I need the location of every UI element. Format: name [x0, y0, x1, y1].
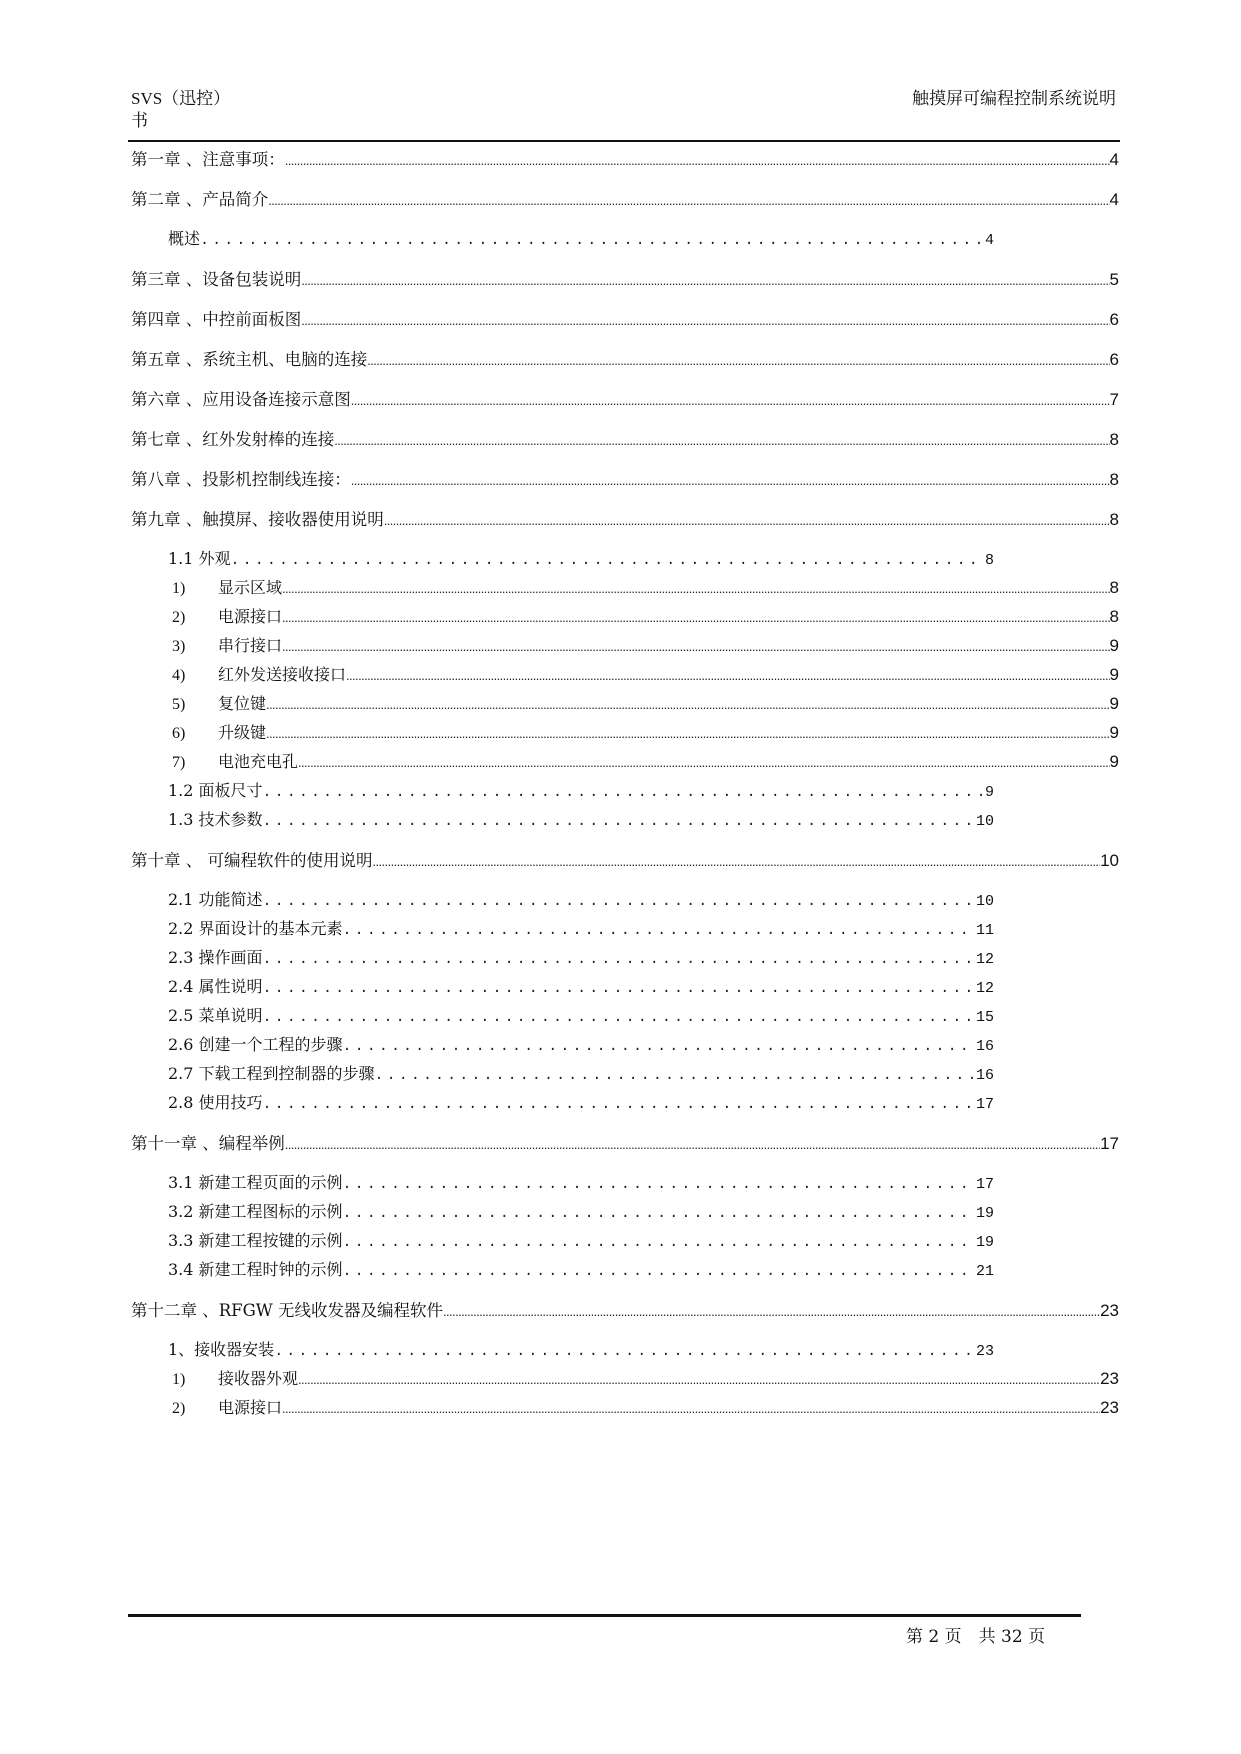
toc-entry-label: 3.1 新建工程页面的示例: [168, 1173, 343, 1192]
toc-entry[interactable]: [131, 346, 1119, 370]
toc-entry-page: 9: [1109, 694, 1119, 713]
toc-entry-page: 19: [975, 1234, 994, 1251]
toc-entry-label: 接收器外观: [218, 1369, 299, 1388]
toc-entry[interactable]: [131, 186, 1119, 210]
toc-entry-page: 8: [984, 552, 994, 569]
toc-entry-page: 23: [1100, 1369, 1119, 1388]
toc-entry[interactable]: [172, 1366, 1119, 1389]
toc-entry[interactable]: [131, 146, 1119, 170]
toc-entry[interactable]: [168, 1228, 994, 1251]
toc-dot-leader: [443, 1304, 1100, 1319]
toc-entry-page: 6: [1109, 310, 1119, 329]
toc-entry-number: 6): [172, 725, 186, 742]
toc-entry[interactable]: [168, 1199, 994, 1222]
toc-entry[interactable]: [168, 1003, 994, 1026]
toc-entry[interactable]: [168, 1090, 994, 1113]
toc-entry-number: 2): [172, 609, 186, 626]
toc-entry-label: 第五章 、系统主机、电脑的连接: [131, 350, 368, 369]
toc-entry-page: 8: [1109, 470, 1119, 489]
toc-dot-leader: [268, 193, 1109, 208]
toc-entry[interactable]: [172, 575, 1119, 598]
toc-entry-label: 红外发送接收接口: [218, 665, 347, 684]
toc-dot-leader: [384, 513, 1110, 528]
toc-entry-label: 第十章 、 可编程软件的使用说明: [131, 851, 373, 870]
toc-entry[interactable]: [168, 1170, 994, 1193]
header-left: [131, 88, 230, 132]
toc-entry-page: 6: [1109, 350, 1119, 369]
toc-entry-page: 17: [1100, 1134, 1119, 1153]
toc-entry-number: 5): [172, 696, 186, 713]
toc-entry-page: 10: [1100, 851, 1119, 870]
toc-entry-label: 2.6 创建一个工程的步骤: [168, 1035, 343, 1054]
toc-dot-leader: [343, 1176, 974, 1193]
toc-entry-label: 3.4 新建工程时钟的示例: [168, 1260, 343, 1279]
toc-dot-leader: [266, 726, 1110, 741]
toc-dot-leader: [367, 353, 1109, 368]
toc-dot-leader: [263, 813, 974, 830]
toc-entry-label: 2.3 操作画面: [168, 948, 263, 967]
toc-entry[interactable]: [131, 506, 1119, 530]
toc-entry-page: 23: [975, 1343, 994, 1360]
toc-entry[interactable]: [131, 1130, 1119, 1154]
toc-entry-label: 第九章 、触摸屏、接收器使用说明: [131, 510, 384, 529]
toc-entry-number: 7): [172, 754, 186, 771]
toc-entry-label: 第一章 、注意事项：: [131, 150, 285, 169]
toc-dot-leader: [263, 784, 983, 801]
toc-dot-leader: [375, 1067, 974, 1084]
toc-entry-label: 复位键: [218, 694, 267, 713]
toc-entry-page: 21: [975, 1263, 994, 1280]
toc-entry-label: 第六章 、应用设备连接示意图: [131, 390, 351, 409]
toc-entry[interactable]: [168, 974, 994, 997]
toc-entry-page: 4: [1109, 190, 1119, 209]
toc-dot-leader: [282, 639, 1110, 654]
toc-entry-label: 1、接收器安装: [168, 1340, 275, 1359]
header-title: 触摸屏可编程控制系统说明: [912, 89, 1116, 109]
toc-entry-label: 1.1 外观: [168, 549, 231, 568]
toc-entry-number: 1): [172, 1371, 186, 1388]
toc-entry-page: 9: [1109, 723, 1119, 742]
toc-entry-label: 2.5 菜单说明: [168, 1006, 263, 1025]
toc-entry-label: 电源接口: [218, 1398, 283, 1417]
toc-entry-page: 19: [975, 1205, 994, 1222]
toc-entry-number: 4): [172, 667, 186, 684]
toc-dot-leader: [266, 697, 1110, 712]
toc-entry-page: 10: [975, 813, 994, 830]
toc-entry-label: 1.3 技术参数: [168, 810, 263, 829]
toc-entry-page: 5: [1109, 270, 1119, 289]
toc-entry-label: 2.8 使用技巧: [168, 1093, 263, 1112]
toc-entry-label: 第二章 、产品简介: [131, 190, 269, 209]
toc-entry-page: 23: [1100, 1398, 1119, 1417]
header-divider: [128, 140, 1120, 142]
toc-entry[interactable]: [131, 1297, 1119, 1321]
toc-entry-number: 3): [172, 638, 186, 655]
toc-entry[interactable]: [131, 466, 1119, 490]
toc-entry-page: 7: [1109, 390, 1119, 409]
toc-entry-page: 17: [975, 1176, 994, 1193]
toc-entry-page: 16: [975, 1038, 994, 1055]
toc-entry-label: 2.4 属性说明: [168, 977, 263, 996]
toc-entry-label: 第七章 、红外发射棒的连接: [131, 430, 335, 449]
toc-entry-page: 17: [975, 1096, 994, 1113]
footer-divider: [128, 1614, 1081, 1617]
toc-dot-leader: [298, 755, 1110, 770]
toc-entry[interactable]: [172, 720, 1119, 743]
toc-entry[interactable]: [131, 386, 1119, 410]
toc-entry-label: 第四章 、中控前面板图: [131, 310, 302, 329]
toc-dot-leader: [334, 433, 1109, 448]
toc-entry-label: 显示区域: [218, 578, 283, 597]
toc-entry[interactable]: [168, 1257, 994, 1280]
toc-entry-page: 10: [975, 893, 994, 910]
toc-entry[interactable]: [168, 807, 994, 830]
toc-entry-page: 8: [1109, 430, 1119, 449]
toc-entry-label: 第八章 、投影机控制线连接：: [131, 470, 351, 489]
toc-dot-leader: [263, 980, 974, 997]
toc-entry-label: 2.7 下载工程到控制器的步骤: [168, 1064, 375, 1083]
toc-entry-page: 12: [975, 951, 994, 968]
toc-entry-label: 1.2 面板尺寸: [168, 781, 263, 800]
toc-entry-page: 12: [975, 980, 994, 997]
toc-dot-leader: [282, 581, 1110, 596]
toc-entry[interactable]: [131, 847, 1119, 871]
toc-dot-leader: [285, 153, 1110, 168]
toc-entry[interactable]: [172, 691, 1119, 714]
toc-dot-leader: [263, 951, 974, 968]
toc-entry-page: 11: [975, 922, 994, 939]
toc-entry[interactable]: [172, 604, 1119, 627]
toc-dot-leader: [263, 1096, 974, 1113]
toc-entry-label: 3.2 新建工程图标的示例: [168, 1202, 343, 1221]
toc-entry-label: 概述: [168, 229, 201, 248]
toc-entry-number: 1): [172, 580, 186, 597]
toc-entry-label: 串行接口: [218, 636, 283, 655]
toc-entry-label: 2.1 功能简述: [168, 890, 263, 909]
toc-dot-leader: [301, 273, 1109, 288]
toc-entry-label: 第十二章 、RFGW 无线收发器及编程软件: [131, 1301, 444, 1320]
page-number: 第 2 页 共 32 页: [906, 1627, 1046, 1647]
toc-entry-page: 15: [975, 1009, 994, 1026]
toc-entry-page: 4: [984, 232, 994, 249]
toc-dot-leader: [346, 668, 1110, 683]
toc-entry[interactable]: [172, 662, 1119, 685]
toc-entry[interactable]: [168, 887, 994, 910]
toc-entry-page: 9: [1109, 665, 1119, 684]
toc-dot-leader: [285, 1137, 1100, 1152]
header-left-line1: SVS（迅控）: [131, 89, 231, 108]
toc-dot-leader: [343, 1263, 974, 1280]
toc-entry-label: 第三章 、设备包装说明: [131, 270, 302, 289]
toc-dot-leader: [263, 1009, 974, 1026]
toc-entry[interactable]: [168, 945, 994, 968]
toc-entry[interactable]: [131, 306, 1119, 330]
toc-entry[interactable]: [172, 1395, 1119, 1418]
toc-entry-label: 第十一章 、编程举例: [131, 1134, 285, 1153]
toc-entry[interactable]: [168, 1032, 994, 1055]
toc-entry[interactable]: [168, 916, 994, 939]
toc-dot-leader: [351, 393, 1110, 408]
toc-dot-leader: [282, 610, 1110, 625]
toc-entry-label: 电池充电孔: [218, 752, 299, 771]
toc-dot-leader: [298, 1372, 1100, 1387]
toc-entry-page: 4: [1109, 150, 1119, 169]
toc-dot-leader: [343, 1234, 974, 1251]
toc-entry-page: 8: [1109, 578, 1119, 597]
toc-entry[interactable]: [172, 749, 1119, 772]
toc-entry-page: 9: [1109, 636, 1119, 655]
toc-dot-leader: [351, 473, 1110, 488]
toc-entry-label: 3.3 新建工程按键的示例: [168, 1231, 343, 1250]
toc-dot-leader: [200, 232, 983, 249]
toc-dot-leader: [274, 1343, 974, 1360]
toc-entry[interactable]: [168, 778, 994, 801]
toc-entry-label: 升级键: [218, 723, 267, 742]
toc-dot-leader: [343, 922, 974, 939]
toc-dot-leader: [343, 1205, 974, 1222]
toc-entry[interactable]: [131, 266, 1119, 290]
toc-entry[interactable]: [168, 546, 994, 569]
toc-entry-page: 9: [984, 784, 994, 801]
toc-dot-leader: [373, 854, 1101, 869]
toc-dot-leader: [301, 313, 1109, 328]
toc-entry-page: 16: [975, 1067, 994, 1084]
toc-entry-page: 8: [1109, 510, 1119, 529]
toc-entry[interactable]: [168, 226, 994, 249]
toc-dot-leader: [263, 893, 974, 910]
header-left-line2: 书: [131, 111, 148, 130]
toc-entry[interactable]: [131, 426, 1119, 450]
toc-entry-page: 9: [1109, 752, 1119, 771]
toc-dot-leader: [282, 1401, 1100, 1416]
toc-entry-page: 23: [1100, 1301, 1119, 1320]
toc-dot-leader: [343, 1038, 974, 1055]
toc-dot-leader: [231, 552, 983, 569]
toc-entry-label: 电源接口: [218, 607, 283, 626]
toc-entry-label: 2.2 界面设计的基本元素: [168, 919, 343, 938]
toc-entry[interactable]: [168, 1061, 994, 1084]
toc-entry[interactable]: [172, 633, 1119, 656]
toc-entry-number: 2): [172, 1400, 186, 1417]
toc-entry[interactable]: [168, 1337, 994, 1360]
toc-entry-page: 8: [1109, 607, 1119, 626]
